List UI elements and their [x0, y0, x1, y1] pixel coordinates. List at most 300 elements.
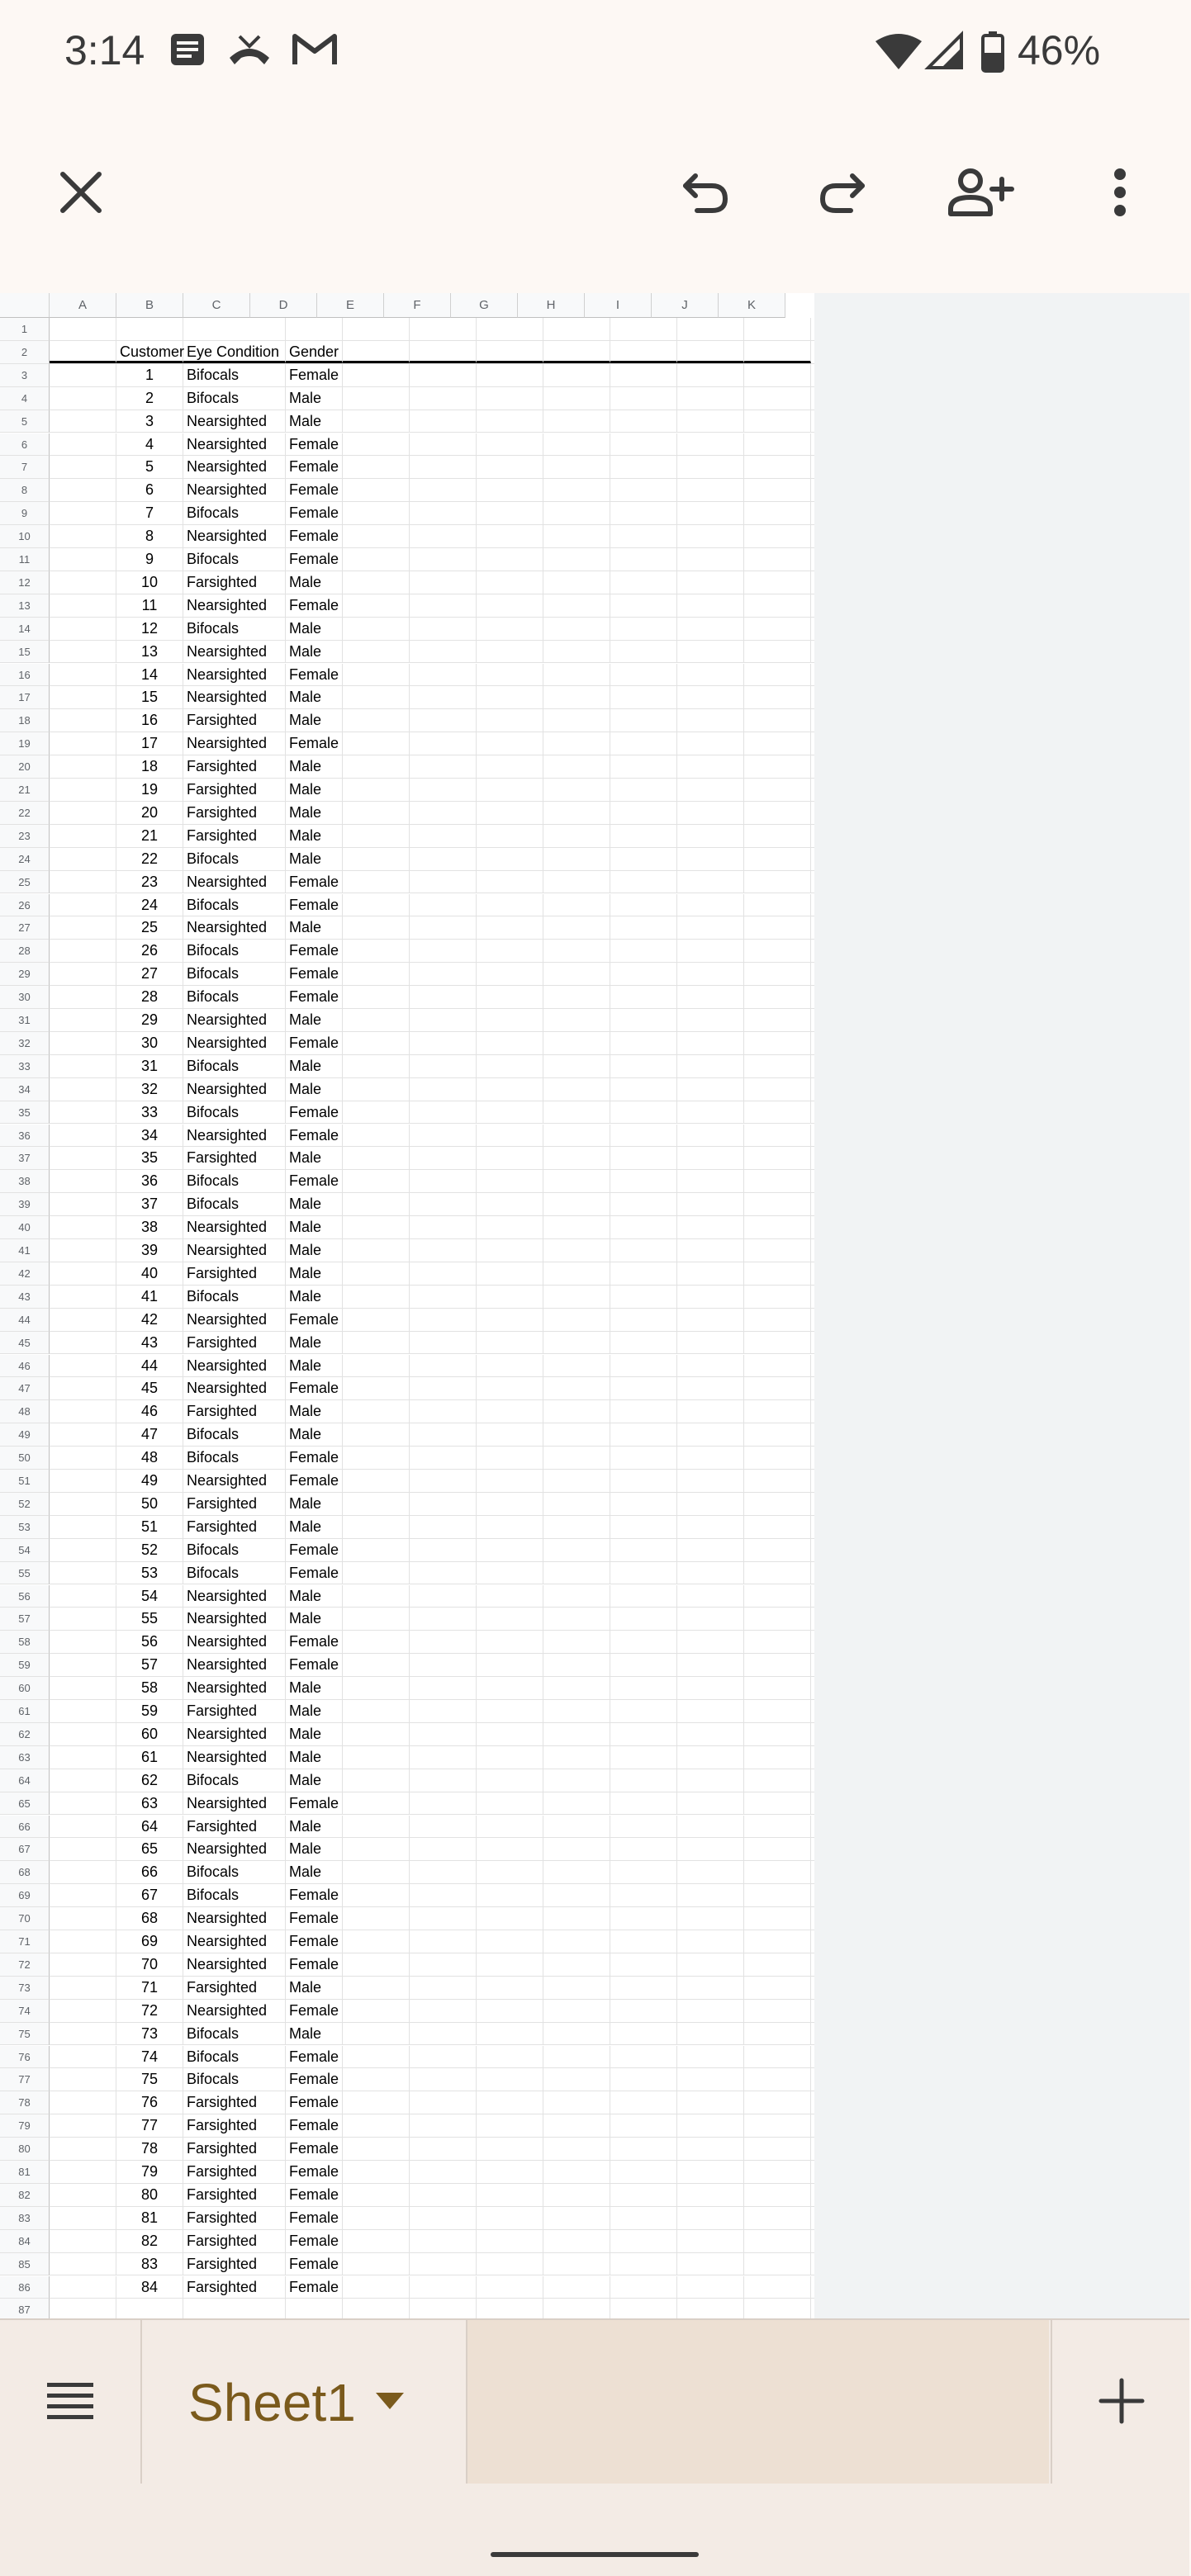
cell-i64[interactable]: [610, 1769, 677, 1792]
cell-b77[interactable]: 75: [116, 2068, 183, 2091]
cell-e29[interactable]: [343, 963, 410, 985]
cell-k51[interactable]: [744, 1470, 811, 1492]
cell-d4[interactable]: Male: [286, 387, 343, 410]
cell-c76[interactable]: Bifocals: [183, 2046, 286, 2068]
cell-d47[interactable]: Female: [286, 1377, 343, 1399]
row-header[interactable]: 79: [0, 2114, 50, 2138]
cell-b74[interactable]: 72: [116, 2000, 183, 2022]
row-header[interactable]: 59: [0, 1654, 50, 1677]
cell-c27[interactable]: Nearsighted: [183, 916, 286, 939]
cell-b82[interactable]: 80: [116, 2184, 183, 2206]
cell-k52[interactable]: [744, 1493, 811, 1515]
cell-a45[interactable]: [50, 1332, 116, 1354]
cell-c2[interactable]: Eye Condition: [183, 341, 286, 363]
cell-a60[interactable]: [50, 1677, 116, 1699]
cell-a22[interactable]: [50, 802, 116, 824]
cell-e84[interactable]: [343, 2230, 410, 2252]
cell-g32[interactable]: [477, 1032, 543, 1054]
cell-j9[interactable]: [677, 502, 744, 524]
cell-a42[interactable]: [50, 1262, 116, 1285]
row-header[interactable]: 21: [0, 779, 50, 802]
cell-h33[interactable]: [543, 1055, 610, 1077]
cell-a46[interactable]: [50, 1355, 116, 1377]
cell-h60[interactable]: [543, 1677, 610, 1699]
cell-k8[interactable]: [744, 479, 811, 501]
cell-d81[interactable]: Female: [286, 2161, 343, 2183]
cell-i17[interactable]: [610, 686, 677, 708]
cell-e52[interactable]: [343, 1493, 410, 1515]
cell-i1[interactable]: [610, 318, 677, 340]
row-header[interactable]: 1: [0, 318, 50, 341]
cell-d60[interactable]: Male: [286, 1677, 343, 1699]
row-header[interactable]: 54: [0, 1539, 50, 1562]
cell-d82[interactable]: Female: [286, 2184, 343, 2206]
cell-h13[interactable]: [543, 594, 610, 617]
cell-k33[interactable]: [744, 1055, 811, 1077]
cell-i45[interactable]: [610, 1332, 677, 1354]
cell-f28[interactable]: [410, 940, 477, 962]
cell-h29[interactable]: [543, 963, 610, 985]
cell-f86[interactable]: [410, 2276, 477, 2299]
cell-j53[interactable]: [677, 1516, 744, 1538]
cell-j23[interactable]: [677, 825, 744, 847]
cell-c11[interactable]: Bifocals: [183, 548, 286, 571]
cell-d13[interactable]: Female: [286, 594, 343, 617]
cell-d86[interactable]: Female: [286, 2276, 343, 2299]
cell-j66[interactable]: [677, 1816, 744, 1838]
cell-f54[interactable]: [410, 1539, 477, 1561]
cell-f16[interactable]: [410, 664, 477, 686]
cell-k15[interactable]: [744, 641, 811, 663]
cell-c79[interactable]: Farsighted: [183, 2114, 286, 2137]
cell-e26[interactable]: [343, 894, 410, 916]
cell-i62[interactable]: [610, 1723, 677, 1745]
cell-d51[interactable]: Female: [286, 1470, 343, 1492]
cell-d42[interactable]: Male: [286, 1262, 343, 1285]
cell-h28[interactable]: [543, 940, 610, 962]
cell-i4[interactable]: [610, 387, 677, 410]
row-header[interactable]: 36: [0, 1125, 50, 1148]
row-header[interactable]: 38: [0, 1170, 50, 1193]
cell-a25[interactable]: [50, 871, 116, 893]
cell-h78[interactable]: [543, 2091, 610, 2114]
cell-e18[interactable]: [343, 709, 410, 732]
cell-g84[interactable]: [477, 2230, 543, 2252]
cell-g70[interactable]: [477, 1907, 543, 1930]
cell-a63[interactable]: [50, 1746, 116, 1769]
cell-a75[interactable]: [50, 2023, 116, 2045]
cell-i49[interactable]: [610, 1423, 677, 1446]
cell-j83[interactable]: [677, 2207, 744, 2229]
cell-e42[interactable]: [343, 1262, 410, 1285]
cell-c64[interactable]: Bifocals: [183, 1769, 286, 1792]
home-handle[interactable]: [491, 2552, 699, 2557]
cell-j3[interactable]: [677, 364, 744, 386]
row-header[interactable]: 14: [0, 618, 50, 641]
cell-f78[interactable]: [410, 2091, 477, 2114]
cell-g73[interactable]: [477, 1977, 543, 1999]
cell-d32[interactable]: Female: [286, 1032, 343, 1054]
cell-g11[interactable]: [477, 548, 543, 571]
cell-i15[interactable]: [610, 641, 677, 663]
cell-g86[interactable]: [477, 2276, 543, 2299]
cell-k66[interactable]: [744, 1816, 811, 1838]
cell-c17[interactable]: Nearsighted: [183, 686, 286, 708]
cell-d84[interactable]: Female: [286, 2230, 343, 2252]
cell-h65[interactable]: [543, 1792, 610, 1815]
cell-a12[interactable]: [50, 571, 116, 594]
row-header[interactable]: 46: [0, 1355, 50, 1378]
cell-d15[interactable]: Male: [286, 641, 343, 663]
cell-j43[interactable]: [677, 1286, 744, 1308]
cell-k76[interactable]: [744, 2046, 811, 2068]
cell-i19[interactable]: [610, 732, 677, 755]
cell-e22[interactable]: [343, 802, 410, 824]
cell-d25[interactable]: Female: [286, 871, 343, 893]
cell-f29[interactable]: [410, 963, 477, 985]
cell-j51[interactable]: [677, 1470, 744, 1492]
cell-f41[interactable]: [410, 1239, 477, 1262]
cell-h2[interactable]: [543, 341, 610, 363]
cell-f32[interactable]: [410, 1032, 477, 1054]
row-header[interactable]: 27: [0, 916, 50, 940]
cell-c19[interactable]: Nearsighted: [183, 732, 286, 755]
cell-j45[interactable]: [677, 1332, 744, 1354]
sheets-menu-button[interactable]: [0, 2320, 142, 2485]
cell-j68[interactable]: [677, 1861, 744, 1883]
row-header[interactable]: 51: [0, 1470, 50, 1493]
cell-j34[interactable]: [677, 1078, 744, 1101]
cell-d43[interactable]: Male: [286, 1286, 343, 1308]
cell-j80[interactable]: [677, 2138, 744, 2160]
column-header-f[interactable]: F: [384, 293, 451, 318]
cell-e48[interactable]: [343, 1400, 410, 1423]
cell-i57[interactable]: [610, 1608, 677, 1630]
cell-i39[interactable]: [610, 1193, 677, 1215]
cell-g36[interactable]: [477, 1125, 543, 1147]
cell-f53[interactable]: [410, 1516, 477, 1538]
cell-h52[interactable]: [543, 1493, 610, 1515]
cell-c22[interactable]: Farsighted: [183, 802, 286, 824]
cell-i66[interactable]: [610, 1816, 677, 1838]
row-header[interactable]: 34: [0, 1078, 50, 1101]
cell-b48[interactable]: 46: [116, 1400, 183, 1423]
cell-b32[interactable]: 30: [116, 1032, 183, 1054]
cell-j44[interactable]: [677, 1309, 744, 1331]
cell-d18[interactable]: Male: [286, 709, 343, 732]
cell-d21[interactable]: Male: [286, 779, 343, 801]
cell-j46[interactable]: [677, 1355, 744, 1377]
cell-c56[interactable]: Nearsighted: [183, 1585, 286, 1608]
cell-h80[interactable]: [543, 2138, 610, 2160]
cell-i75[interactable]: [610, 2023, 677, 2045]
cell-e60[interactable]: [343, 1677, 410, 1699]
cell-h51[interactable]: [543, 1470, 610, 1492]
cell-k62[interactable]: [744, 1723, 811, 1745]
row-header[interactable]: 11: [0, 548, 50, 571]
cell-d78[interactable]: Female: [286, 2091, 343, 2114]
row-header[interactable]: 65: [0, 1792, 50, 1816]
cell-b49[interactable]: 47: [116, 1423, 183, 1446]
cell-b70[interactable]: 68: [116, 1907, 183, 1930]
cell-h77[interactable]: [543, 2068, 610, 2091]
more-options-button[interactable]: [1087, 161, 1153, 227]
cell-d31[interactable]: Male: [286, 1009, 343, 1031]
cell-j33[interactable]: [677, 1055, 744, 1077]
cell-k59[interactable]: [744, 1654, 811, 1676]
cell-e7[interactable]: [343, 456, 410, 478]
cell-k64[interactable]: [744, 1769, 811, 1792]
cell-k60[interactable]: [744, 1677, 811, 1699]
cell-f46[interactable]: [410, 1355, 477, 1377]
cell-g50[interactable]: [477, 1447, 543, 1469]
cell-c18[interactable]: Farsighted: [183, 709, 286, 732]
cell-a27[interactable]: [50, 916, 116, 939]
cell-g59[interactable]: [477, 1654, 543, 1676]
cell-h55[interactable]: [543, 1562, 610, 1584]
cell-j6[interactable]: [677, 433, 744, 456]
cell-i40[interactable]: [610, 1216, 677, 1238]
cell-d79[interactable]: Female: [286, 2114, 343, 2137]
cell-j24[interactable]: [677, 848, 744, 870]
cell-g23[interactable]: [477, 825, 543, 847]
cell-k63[interactable]: [744, 1746, 811, 1769]
cell-g82[interactable]: [477, 2184, 543, 2206]
cell-d69[interactable]: Female: [286, 1884, 343, 1906]
cell-b12[interactable]: 10: [116, 571, 183, 594]
cell-h22[interactable]: [543, 802, 610, 824]
cell-k43[interactable]: [744, 1286, 811, 1308]
row-header[interactable]: 12: [0, 571, 50, 594]
cell-j42[interactable]: [677, 1262, 744, 1285]
cell-c50[interactable]: Bifocals: [183, 1447, 286, 1469]
cell-a35[interactable]: [50, 1101, 116, 1124]
cell-c33[interactable]: Bifocals: [183, 1055, 286, 1077]
cell-d2[interactable]: Gender: [286, 341, 343, 363]
cell-k69[interactable]: [744, 1884, 811, 1906]
cell-h9[interactable]: [543, 502, 610, 524]
cell-i8[interactable]: [610, 479, 677, 501]
cell-a85[interactable]: [50, 2253, 116, 2275]
cell-f66[interactable]: [410, 1816, 477, 1838]
cell-b4[interactable]: 2: [116, 387, 183, 410]
cell-c36[interactable]: Nearsighted: [183, 1125, 286, 1147]
cell-f39[interactable]: [410, 1193, 477, 1215]
cell-g52[interactable]: [477, 1493, 543, 1515]
cell-b53[interactable]: 51: [116, 1516, 183, 1538]
cell-j19[interactable]: [677, 732, 744, 755]
cell-k4[interactable]: [744, 387, 811, 410]
cell-c54[interactable]: Bifocals: [183, 1539, 286, 1561]
cell-f12[interactable]: [410, 571, 477, 594]
cell-j38[interactable]: [677, 1170, 744, 1192]
cell-e83[interactable]: [343, 2207, 410, 2229]
cell-c38[interactable]: Bifocals: [183, 1170, 286, 1192]
cell-g58[interactable]: [477, 1631, 543, 1653]
row-header[interactable]: 43: [0, 1286, 50, 1309]
cell-i3[interactable]: [610, 364, 677, 386]
cell-f48[interactable]: [410, 1400, 477, 1423]
cell-b65[interactable]: 63: [116, 1792, 183, 1815]
cell-k37[interactable]: [744, 1147, 811, 1169]
cell-c10[interactable]: Nearsighted: [183, 525, 286, 547]
cell-j26[interactable]: [677, 894, 744, 916]
cell-e61[interactable]: [343, 1700, 410, 1722]
cell-h35[interactable]: [543, 1101, 610, 1124]
cell-c7[interactable]: Nearsighted: [183, 456, 286, 478]
row-header[interactable]: 15: [0, 641, 50, 664]
cell-i33[interactable]: [610, 1055, 677, 1077]
cell-f67[interactable]: [410, 1838, 477, 1860]
cell-h49[interactable]: [543, 1423, 610, 1446]
cell-e24[interactable]: [343, 848, 410, 870]
cell-a77[interactable]: [50, 2068, 116, 2091]
cell-b28[interactable]: 26: [116, 940, 183, 962]
cell-j58[interactable]: [677, 1631, 744, 1653]
cell-f36[interactable]: [410, 1125, 477, 1147]
cell-j11[interactable]: [677, 548, 744, 571]
cell-e41[interactable]: [343, 1239, 410, 1262]
row-header[interactable]: 85: [0, 2253, 50, 2276]
cell-g74[interactable]: [477, 2000, 543, 2022]
cell-j17[interactable]: [677, 686, 744, 708]
cell-e77[interactable]: [343, 2068, 410, 2091]
cell-i50[interactable]: [610, 1447, 677, 1469]
cell-d12[interactable]: Male: [286, 571, 343, 594]
cell-i52[interactable]: [610, 1493, 677, 1515]
cell-e71[interactable]: [343, 1930, 410, 1953]
cell-g64[interactable]: [477, 1769, 543, 1792]
cell-i21[interactable]: [610, 779, 677, 801]
cell-e33[interactable]: [343, 1055, 410, 1077]
cell-i78[interactable]: [610, 2091, 677, 2114]
cell-g35[interactable]: [477, 1101, 543, 1124]
cell-b29[interactable]: 27: [116, 963, 183, 985]
cell-i35[interactable]: [610, 1101, 677, 1124]
cell-d10[interactable]: Female: [286, 525, 343, 547]
cell-g15[interactable]: [477, 641, 543, 663]
cell-f47[interactable]: [410, 1377, 477, 1399]
cell-i53[interactable]: [610, 1516, 677, 1538]
cell-k46[interactable]: [744, 1355, 811, 1377]
cell-d74[interactable]: Female: [286, 2000, 343, 2022]
cell-b78[interactable]: 76: [116, 2091, 183, 2114]
cell-h19[interactable]: [543, 732, 610, 755]
cell-b62[interactable]: 60: [116, 1723, 183, 1745]
cell-k31[interactable]: [744, 1009, 811, 1031]
cell-k20[interactable]: [744, 755, 811, 778]
cell-d57[interactable]: Male: [286, 1608, 343, 1630]
row-header[interactable]: 62: [0, 1723, 50, 1746]
cell-e31[interactable]: [343, 1009, 410, 1031]
cell-j21[interactable]: [677, 779, 744, 801]
cell-d63[interactable]: Male: [286, 1746, 343, 1769]
cell-j32[interactable]: [677, 1032, 744, 1054]
cell-f81[interactable]: [410, 2161, 477, 2183]
cell-a67[interactable]: [50, 1838, 116, 1860]
cell-f72[interactable]: [410, 1953, 477, 1976]
cell-b51[interactable]: 49: [116, 1470, 183, 1492]
row-header[interactable]: 72: [0, 1953, 50, 1977]
cell-i58[interactable]: [610, 1631, 677, 1653]
cell-k57[interactable]: [744, 1608, 811, 1630]
cell-k81[interactable]: [744, 2161, 811, 2183]
cell-g47[interactable]: [477, 1377, 543, 1399]
cell-h16[interactable]: [543, 664, 610, 686]
cell-e66[interactable]: [343, 1816, 410, 1838]
cell-b81[interactable]: 79: [116, 2161, 183, 2183]
row-header[interactable]: 80: [0, 2138, 50, 2161]
cell-b71[interactable]: 69: [116, 1930, 183, 1953]
cell-b68[interactable]: 66: [116, 1861, 183, 1883]
cell-d5[interactable]: Male: [286, 410, 343, 433]
cell-j28[interactable]: [677, 940, 744, 962]
cell-h64[interactable]: [543, 1769, 610, 1792]
cell-f55[interactable]: [410, 1562, 477, 1584]
cell-k23[interactable]: [744, 825, 811, 847]
cell-k67[interactable]: [744, 1838, 811, 1860]
cell-i54[interactable]: [610, 1539, 677, 1561]
cell-k78[interactable]: [744, 2091, 811, 2114]
row-header[interactable]: 35: [0, 1101, 50, 1125]
cell-a64[interactable]: [50, 1769, 116, 1792]
cell-f70[interactable]: [410, 1907, 477, 1930]
cell-f85[interactable]: [410, 2253, 477, 2275]
cell-e67[interactable]: [343, 1838, 410, 1860]
cell-d48[interactable]: Male: [286, 1400, 343, 1423]
cell-b83[interactable]: 81: [116, 2207, 183, 2229]
cell-f38[interactable]: [410, 1170, 477, 1192]
cell-j60[interactable]: [677, 1677, 744, 1699]
cell-a39[interactable]: [50, 1193, 116, 1215]
cell-i42[interactable]: [610, 1262, 677, 1285]
cell-b54[interactable]: 52: [116, 1539, 183, 1561]
cell-h23[interactable]: [543, 825, 610, 847]
cell-e5[interactable]: [343, 410, 410, 433]
cell-g42[interactable]: [477, 1262, 543, 1285]
cell-g1[interactable]: [477, 318, 543, 340]
cell-f84[interactable]: [410, 2230, 477, 2252]
cell-e46[interactable]: [343, 1355, 410, 1377]
cell-f27[interactable]: [410, 916, 477, 939]
cell-i41[interactable]: [610, 1239, 677, 1262]
cell-f2[interactable]: [410, 341, 477, 363]
cell-h58[interactable]: [543, 1631, 610, 1653]
cell-j12[interactable]: [677, 571, 744, 594]
row-header[interactable]: 63: [0, 1746, 50, 1769]
cell-a36[interactable]: [50, 1125, 116, 1147]
row-header[interactable]: 66: [0, 1816, 50, 1839]
cell-c74[interactable]: Nearsighted: [183, 2000, 286, 2022]
cell-d38[interactable]: Female: [286, 1170, 343, 1192]
cell-c20[interactable]: Farsighted: [183, 755, 286, 778]
row-header[interactable]: 61: [0, 1700, 50, 1723]
cell-d56[interactable]: Male: [286, 1585, 343, 1608]
row-header[interactable]: 7: [0, 456, 50, 479]
cell-k50[interactable]: [744, 1447, 811, 1469]
cell-c45[interactable]: Farsighted: [183, 1332, 286, 1354]
cell-d75[interactable]: Male: [286, 2023, 343, 2045]
cell-h75[interactable]: [543, 2023, 610, 2045]
cell-j84[interactable]: [677, 2230, 744, 2252]
cell-d28[interactable]: Female: [286, 940, 343, 962]
cell-j63[interactable]: [677, 1746, 744, 1769]
cell-j55[interactable]: [677, 1562, 744, 1584]
cell-h20[interactable]: [543, 755, 610, 778]
cell-d71[interactable]: Female: [286, 1930, 343, 1953]
cell-g14[interactable]: [477, 618, 543, 640]
cell-j41[interactable]: [677, 1239, 744, 1262]
